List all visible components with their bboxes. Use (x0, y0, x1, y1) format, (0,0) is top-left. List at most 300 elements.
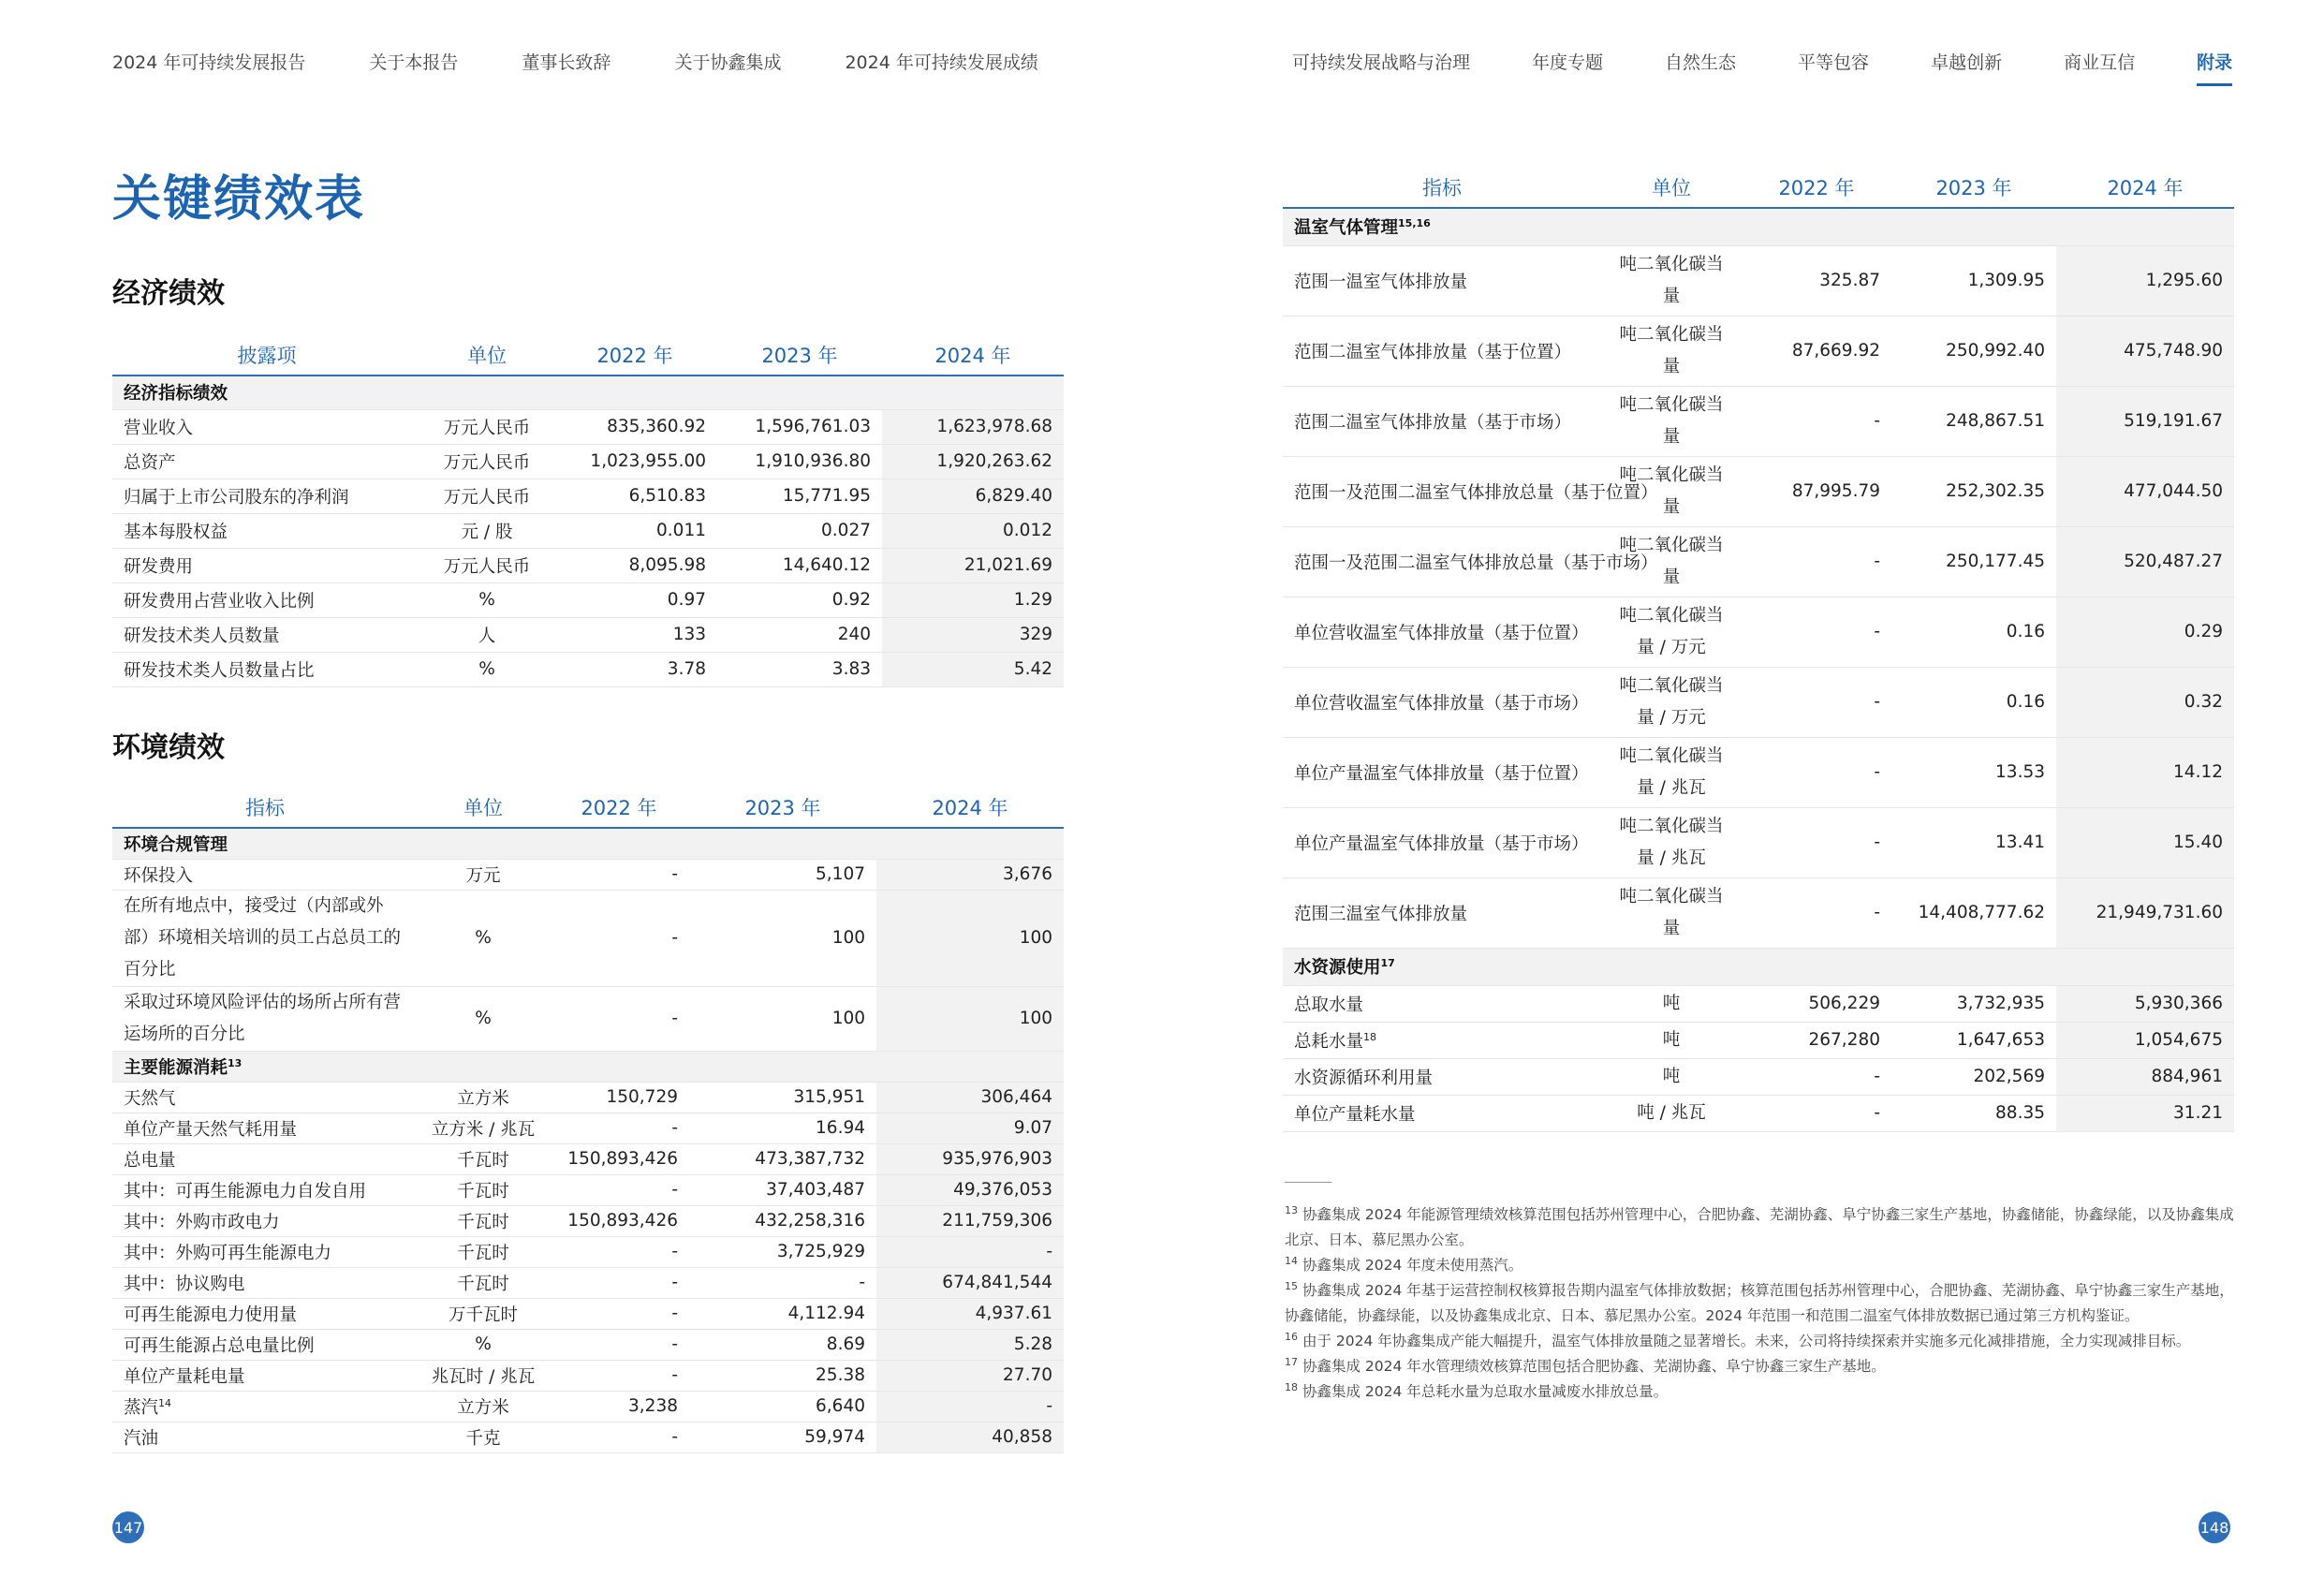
cell-2023: 1,596,761.03 (717, 409, 882, 444)
table-row (112, 548, 1064, 582)
cell-2023: 250,992.40 (1891, 316, 2056, 386)
cell-2022: 3,238 (549, 1391, 689, 1422)
table-row (112, 1391, 1064, 1422)
table-row (112, 1298, 1064, 1329)
cell-2023: 250,177.45 (1891, 526, 2056, 597)
cell-unit: 千瓦时 (418, 1236, 549, 1267)
cell-2022: - (549, 890, 689, 986)
footnote-text: 由于 2024 年协鑫集成产能大幅提升，温室气体排放量随之显著增长。未来，公司将持续探索并实施多元化减排措施，全力实现减排目标。 (1302, 1333, 2191, 1349)
table-row (112, 1082, 1064, 1113)
cell-2023: 1,910,936.80 (717, 444, 882, 479)
cell-2022: 267,280 (1742, 1022, 1891, 1058)
cell-2022: 8,095.98 (552, 548, 717, 582)
cell-2022: - (1742, 597, 1891, 667)
footnote-number: 16 (1285, 1330, 1298, 1343)
table-row (112, 444, 1064, 479)
cell-2023: 0.027 (717, 513, 882, 548)
cell-unit: 立方米 (418, 1082, 549, 1113)
cell-2023: 3,732,935 (1891, 985, 2056, 1022)
cell-2022: - (549, 1298, 689, 1329)
table-row (1283, 667, 2234, 737)
header-item: 披露项 (112, 334, 421, 376)
cell-2023: 4,112.94 (689, 1298, 876, 1329)
cell-unit: 吨二氧化碳当量 (1601, 316, 1742, 386)
cell-2024: 519,191.67 (2056, 386, 2234, 456)
cell-2022: - (1742, 807, 1891, 877)
cell-unit: 立方米 (418, 1391, 549, 1422)
cell-unit: 万元 (418, 859, 549, 890)
cell-unit: 万元人民币 (421, 444, 552, 479)
cell-indicator: 采取过环境风险评估的场所占所有营运场所的百分比 (112, 986, 418, 1051)
cell-2023: 88.35 (1891, 1095, 2056, 1131)
cell-2024: 475,748.90 (2056, 316, 2234, 386)
cell-indicator: 其中：协议购电 (112, 1267, 418, 1298)
cell-2023: 37,403,487 (689, 1174, 876, 1205)
cell-unit: 吨二氧化碳当量 (1601, 245, 1742, 316)
cell-2024: 1.29 (882, 582, 1064, 617)
header-indicator: 指标 (112, 787, 418, 828)
nav-item-equality-inclusion[interactable]: 平等包容 (1798, 52, 1870, 73)
page-title: 关键绩效表 (112, 171, 366, 228)
footnote-number: 13 (1285, 1203, 1298, 1216)
cell-2022: - (549, 1360, 689, 1391)
table-row (1283, 985, 2234, 1022)
header-unit: 单位 (418, 787, 549, 828)
nav-item-report[interactable]: 2024 年可持续发展报告 (112, 52, 306, 73)
category-label: 温室气体管理 (1294, 218, 1399, 239)
cell-2024: 49,376,053 (876, 1174, 1064, 1205)
cell-unit: 万元人民币 (421, 409, 552, 444)
cell-2023: 6,640 (689, 1391, 876, 1422)
footnote-ref: 13 (228, 1056, 243, 1069)
cell-unit: % (418, 986, 549, 1051)
category-cell (1283, 948, 2234, 985)
nav-item-annual-topic[interactable]: 年度专题 (1532, 52, 1604, 73)
cell-unit: 元 / 股 (421, 513, 552, 548)
cell-unit: % (418, 890, 549, 986)
category-label: 主要能源消耗 (124, 1057, 228, 1078)
header-2023: 2023 年 (689, 787, 876, 828)
table-row (112, 1422, 1064, 1452)
environment-table (112, 787, 1064, 1453)
cell-unit: 吨 (1601, 985, 1742, 1022)
cell-2022: 3.78 (552, 652, 717, 686)
cell-unit: 吨二氧化碳当量 (1601, 526, 1742, 597)
table-header-row (112, 334, 1064, 376)
nav-item-chairman-message[interactable]: 董事长致辞 (522, 52, 611, 73)
category-label: 水资源使用 (1294, 958, 1381, 978)
footnote-text: 协鑫集成 2024 年总耗水量为总取水量减废水排放总量。 (1302, 1383, 1669, 1400)
table-row (112, 617, 1064, 652)
nav-item-strategy-governance[interactable]: 可持续发展战略与治理 (1292, 52, 1471, 73)
cell-unit: % (421, 652, 552, 686)
table-row (1283, 737, 2234, 807)
table-row (112, 1143, 1064, 1174)
table-row (112, 890, 1064, 986)
footnote-text: 协鑫集成 2024 年基于运营控制权核算报告期内温室气体排放数据；核算范围包括苏州管理中心，合肥协鑫、芜湖协鑫、阜宁协鑫三家生产基地，协鑫储能，协鑫绿能，以及协鑫集成北京、日本、慕尼黑办公室。2024 年范围一和范围二温室气体排放数据已通过第三方机构鉴证。 (1285, 1282, 2234, 1324)
header-2024: 2024 年 (876, 787, 1064, 828)
footnote-ref: 17 (1380, 956, 1395, 969)
cell-indicator: 研发技术类人员数量 (112, 617, 421, 652)
footnote-item (1285, 1379, 2234, 1405)
table-row (112, 1236, 1064, 1267)
cell-2024: - (876, 1391, 1064, 1422)
cell-unit: 吨 (1601, 1022, 1742, 1058)
top-nav-left (112, 49, 1102, 83)
cell-unit: 千瓦时 (418, 1174, 549, 1205)
table-header-row (112, 787, 1064, 828)
nav-item-achievements[interactable]: 2024 年可持续发展成绩 (845, 52, 1038, 73)
cell-2022: - (549, 859, 689, 890)
nav-item-excellence-innovation[interactable]: 卓越创新 (1931, 52, 2003, 73)
header-2023: 2023 年 (717, 334, 882, 376)
cell-2024: 5.42 (882, 652, 1064, 686)
cell-indicator: 研发费用占营业收入比例 (112, 582, 421, 617)
cell-2024: 100 (876, 986, 1064, 1051)
page-number-right: 148 (2199, 1511, 2230, 1543)
header-2024: 2024 年 (2056, 167, 2234, 208)
footnote-divider (1285, 1182, 1331, 1183)
cell-indicator: 营业收入 (112, 409, 421, 444)
header-indicator: 指标 (1283, 167, 1601, 208)
cell-2022: - (549, 1267, 689, 1298)
cell-2022: - (1742, 667, 1891, 737)
cell-2023: 432,258,316 (689, 1205, 876, 1236)
cell-indicator: 总取水量 (1283, 985, 1601, 1022)
cell-unit: 立方米 / 兆瓦 (418, 1113, 549, 1143)
table-row (1283, 245, 2234, 316)
cell-2024: 9.07 (876, 1113, 1064, 1143)
indicator-label: 总耗水量 (1294, 1031, 1364, 1052)
cell-2023: 8.69 (689, 1329, 876, 1360)
cell-indicator: 范围一及范围二温室气体排放总量（基于位置） (1283, 456, 1601, 526)
cell-unit: 千瓦时 (418, 1143, 549, 1174)
cell-indicator: 天然气 (112, 1082, 418, 1113)
cell-indicator: 单位产量温室气体排放量（基于市场） (1283, 807, 1601, 877)
cell-2024: 15.40 (2056, 807, 2234, 877)
category-row (1283, 948, 2234, 985)
cell-2024: 1,920,263.62 (882, 444, 1064, 479)
cell-2023: 3,725,929 (689, 1236, 876, 1267)
cell-2022: - (1742, 1095, 1891, 1131)
cell-unit: 万元人民币 (421, 548, 552, 582)
cell-unit: 千瓦时 (418, 1267, 549, 1298)
cell-2024: 0.29 (2056, 597, 2234, 667)
cell-2022: - (1742, 877, 1891, 948)
cell-indicator (112, 1391, 418, 1422)
header-2024: 2024 年 (882, 334, 1064, 376)
cell-2022: - (549, 1113, 689, 1143)
cell-2023: 0.16 (1891, 667, 2056, 737)
footnote-item (1285, 1354, 2234, 1379)
cell-2023: 100 (689, 986, 876, 1051)
cell-indicator: 可再生能源电力使用量 (112, 1298, 418, 1329)
cell-2023: 59,974 (689, 1422, 876, 1452)
cell-2024: 21,949,731.60 (2056, 877, 2234, 948)
cell-2023: 1,647,653 (1891, 1022, 2056, 1058)
footnote-text: 协鑫集成 2024 年度未使用蒸汽。 (1302, 1257, 1523, 1274)
cell-2024: 884,961 (2056, 1058, 2234, 1095)
category-row (112, 828, 1064, 859)
cell-indicator: 总资产 (112, 444, 421, 479)
table-row (1283, 807, 2234, 877)
cell-2024: - (876, 1236, 1064, 1267)
cell-2022: - (549, 1329, 689, 1360)
cell-2024: 1,623,978.68 (882, 409, 1064, 444)
cell-2022: 6,510.83 (552, 479, 717, 513)
indicator-label: 蒸汽 (124, 1397, 159, 1418)
table-row (1283, 1022, 2234, 1058)
cell-unit: 兆瓦时 / 兆瓦 (418, 1360, 549, 1391)
cell-indicator: 研发技术类人员数量占比 (112, 652, 421, 686)
table-row (112, 986, 1064, 1051)
footnote-number: 17 (1285, 1355, 1298, 1368)
economic-table (112, 334, 1064, 687)
table-row (112, 409, 1064, 444)
cell-unit: 吨 (1601, 1058, 1742, 1095)
cell-unit: 千克 (418, 1422, 549, 1452)
cell-2023: 0.92 (717, 582, 882, 617)
cell-2022: 325.87 (1742, 245, 1891, 316)
table-row (1283, 1058, 2234, 1095)
cell-2024: 306,464 (876, 1082, 1064, 1113)
table-row (1283, 526, 2234, 597)
section-title-economic: 经济绩效 (112, 277, 225, 310)
table-row (1283, 456, 2234, 526)
header-2022: 2022 年 (549, 787, 689, 828)
cell-2023: 14,408,777.62 (1891, 877, 2056, 948)
cell-2022: - (1742, 1058, 1891, 1095)
table-row (112, 859, 1064, 890)
nav-item-about-company[interactable]: 关于协鑫集成 (674, 52, 782, 73)
cell-2024: 31.21 (2056, 1095, 2234, 1131)
footnote-item (1285, 1329, 2234, 1354)
table-row (112, 1174, 1064, 1205)
footnote-ref: 14 (158, 1396, 172, 1409)
table-row (1283, 597, 2234, 667)
table-row (1283, 1095, 2234, 1131)
nav-item-appendix[interactable]: 附录 (2197, 49, 2232, 86)
cell-2024: 4,937.61 (876, 1298, 1064, 1329)
cell-unit: 人 (421, 617, 552, 652)
cell-indicator: 范围二温室气体排放量（基于位置） (1283, 316, 1601, 386)
cell-2024: 0.32 (2056, 667, 2234, 737)
footnote-ref: 15,16 (1398, 217, 1431, 230)
cell-2022: 87,669.92 (1742, 316, 1891, 386)
table-row (112, 1329, 1064, 1360)
cell-2024: 100 (876, 890, 1064, 986)
header-2022: 2022 年 (1742, 167, 1891, 208)
cell-2024: 3,676 (876, 859, 1064, 890)
cell-2022: 150,729 (549, 1082, 689, 1113)
cell-2024: 935,976,903 (876, 1143, 1064, 1174)
cell-indicator: 范围二温室气体排放量（基于市场） (1283, 386, 1601, 456)
footnote-number: 14 (1285, 1254, 1298, 1267)
cell-2023: 13.53 (1891, 737, 2056, 807)
footnote-text: 协鑫集成 2024 年水管理绩效核算范围包括合肥协鑫、芜湖协鑫、阜宁协鑫三家生产基地。 (1302, 1358, 1886, 1375)
cell-unit: 吨二氧化碳当量 / 兆瓦 (1601, 737, 1742, 807)
table-row (112, 1360, 1064, 1391)
cell-indicator: 范围三温室气体排放量 (1283, 877, 1601, 948)
category-label: 环境合规管理 (112, 828, 1064, 859)
cell-2023: 16.94 (689, 1113, 876, 1143)
cell-unit: 万元人民币 (421, 479, 552, 513)
cell-unit: % (421, 582, 552, 617)
cell-indicator: 可再生能源占总电量比例 (112, 1329, 418, 1360)
cell-indicator: 其中：外购市政电力 (112, 1205, 418, 1236)
cell-indicator: 归属于上市公司股东的净利润 (112, 479, 421, 513)
cell-2022: 133 (552, 617, 717, 652)
cell-2024: 27.70 (876, 1360, 1064, 1391)
table-row (1283, 316, 2234, 386)
cell-2022: - (549, 1174, 689, 1205)
cell-unit: 吨二氧化碳当量 / 兆瓦 (1601, 807, 1742, 877)
cell-indicator: 单位产量耗水量 (1283, 1095, 1601, 1131)
cell-2022: 1,023,955.00 (552, 444, 717, 479)
cell-2024: 211,759,306 (876, 1205, 1064, 1236)
category-row (112, 376, 1064, 409)
nav-item-nature-ecology[interactable]: 自然生态 (1665, 52, 1737, 73)
header-2023: 2023 年 (1891, 167, 2056, 208)
cell-2023: 1,309.95 (1891, 245, 2056, 316)
section-title-environment: 环境绩效 (112, 731, 225, 764)
cell-2023: 13.41 (1891, 807, 2056, 877)
top-nav-right (1292, 49, 2232, 86)
page-number-left: 147 (112, 1511, 144, 1543)
cell-2023: 202,569 (1891, 1058, 2056, 1095)
cell-unit: 吨二氧化碳当量 / 万元 (1601, 667, 1742, 737)
cell-indicator: 单位产量耗电量 (112, 1360, 418, 1391)
cell-indicator: 其中：可再生能源电力自发自用 (112, 1174, 418, 1205)
table-row (112, 652, 1064, 686)
table-row (1283, 386, 2234, 456)
cell-2024: 477,044.50 (2056, 456, 2234, 526)
cell-indicator: 在所有地点中，接受过（内部或外部）环境相关培训的员工占总员工的百分比 (112, 890, 418, 986)
cell-2023: 100 (689, 890, 876, 986)
cell-indicator: 基本每股权益 (112, 513, 421, 548)
cell-2023: - (689, 1267, 876, 1298)
cell-2024: 674,841,544 (876, 1267, 1064, 1298)
cell-2022: - (1742, 526, 1891, 597)
cell-unit: 吨二氧化碳当量 (1601, 456, 1742, 526)
header-unit: 单位 (421, 334, 552, 376)
table-row (112, 1113, 1064, 1143)
footnote-number: 15 (1285, 1279, 1298, 1292)
table-row (1283, 877, 2234, 948)
cell-2023: 25.38 (689, 1360, 876, 1391)
cell-2024: 329 (882, 617, 1064, 652)
cell-2023: 315,951 (689, 1082, 876, 1113)
footnotes (1285, 1202, 2234, 1405)
cell-2023: 5,107 (689, 859, 876, 890)
cell-2024: 40,858 (876, 1422, 1064, 1452)
cell-2024: 5.28 (876, 1329, 1064, 1360)
table-row (112, 1267, 1064, 1298)
cell-unit: 吨 / 兆瓦 (1601, 1095, 1742, 1131)
category-row (112, 1051, 1064, 1082)
cell-2023: 252,302.35 (1891, 456, 2056, 526)
cell-unit: 吨二氧化碳当量 (1601, 877, 1742, 948)
cell-indicator: 水资源循环利用量 (1283, 1058, 1601, 1095)
cell-indicator: 范围一及范围二温室气体排放总量（基于市场） (1283, 526, 1601, 597)
cell-2023: 15,771.95 (717, 479, 882, 513)
cell-indicator: 汽油 (112, 1422, 418, 1452)
cell-indicator: 研发费用 (112, 548, 421, 582)
cell-2023: 473,387,732 (689, 1143, 876, 1174)
cell-unit: 吨二氧化碳当量 (1601, 386, 1742, 456)
ghg-water-table (1283, 167, 2234, 1132)
cell-2024: 1,295.60 (2056, 245, 2234, 316)
cell-2024: 6,829.40 (882, 479, 1064, 513)
footnote-text: 协鑫集成 2024 年能源管理绩效核算范围包括苏州管理中心，合肥协鑫、芜湖协鑫、阜宁协鑫三家生产基地，协鑫储能，协鑫绿能，以及协鑫集成北京、日本、慕尼黑办公室。 (1285, 1206, 2234, 1248)
cell-2022: 835,360.92 (552, 409, 717, 444)
cell-2022: 506,229 (1742, 985, 1891, 1022)
cell-indicator: 其中：外购可再生能源电力 (112, 1236, 418, 1267)
cell-indicator: 环保投入 (112, 859, 418, 890)
cell-indicator: 总电量 (112, 1143, 418, 1174)
table-row (112, 1205, 1064, 1236)
category-cell (1283, 208, 2234, 245)
category-cell (112, 1051, 1064, 1082)
cell-2024: 14.12 (2056, 737, 2234, 807)
cell-2024: 0.012 (882, 513, 1064, 548)
category-row (1283, 208, 2234, 245)
cell-indicator: 单位产量天然气耗用量 (112, 1113, 418, 1143)
table-row (112, 582, 1064, 617)
table-row (112, 479, 1064, 513)
nav-item-about-report[interactable]: 关于本报告 (369, 52, 459, 73)
category-label: 经济指标绩效 (112, 376, 1064, 409)
cell-unit: 万千瓦时 (418, 1298, 549, 1329)
cell-2022: - (1742, 386, 1891, 456)
table-header-row (1283, 167, 2234, 208)
cell-2023: 240 (717, 617, 882, 652)
cell-2022: - (549, 986, 689, 1051)
footnote-item (1285, 1278, 2234, 1329)
nav-item-business-trust[interactable]: 商业互信 (2064, 52, 2136, 73)
footnote-item (1285, 1202, 2234, 1253)
cell-2023: 3.83 (717, 652, 882, 686)
cell-2024: 5,930,366 (2056, 985, 2234, 1022)
cell-2023: 248,867.51 (1891, 386, 2056, 456)
cell-indicator: 单位产量温室气体排放量（基于位置） (1283, 737, 1601, 807)
cell-2023: 0.16 (1891, 597, 2056, 667)
cell-2023: 14,640.12 (717, 548, 882, 582)
cell-2022: 87,995.79 (1742, 456, 1891, 526)
footnote-ref: 18 (1363, 1030, 1377, 1043)
cell-unit: 吨二氧化碳当量 / 万元 (1601, 597, 1742, 667)
footnote-number: 18 (1285, 1380, 1298, 1393)
cell-2022: 150,893,426 (549, 1143, 689, 1174)
cell-2024: 1,054,675 (2056, 1022, 2234, 1058)
cell-unit: % (418, 1329, 549, 1360)
cell-indicator: 单位营收温室气体排放量（基于市场） (1283, 667, 1601, 737)
header-unit: 单位 (1601, 167, 1742, 208)
cell-2022: - (1742, 737, 1891, 807)
cell-2024: 520,487.27 (2056, 526, 2234, 597)
cell-indicator (1283, 1022, 1601, 1058)
cell-2022: 0.97 (552, 582, 717, 617)
cell-2024: 21,021.69 (882, 548, 1064, 582)
cell-indicator: 单位营收温室气体排放量（基于位置） (1283, 597, 1601, 667)
cell-2022: 0.011 (552, 513, 717, 548)
cell-2022: - (549, 1236, 689, 1267)
cell-unit: 千瓦时 (418, 1205, 549, 1236)
cell-indicator: 范围一温室气体排放量 (1283, 245, 1601, 316)
header-2022: 2022 年 (552, 334, 717, 376)
table-row (112, 513, 1064, 548)
footnote-item (1285, 1253, 2234, 1278)
